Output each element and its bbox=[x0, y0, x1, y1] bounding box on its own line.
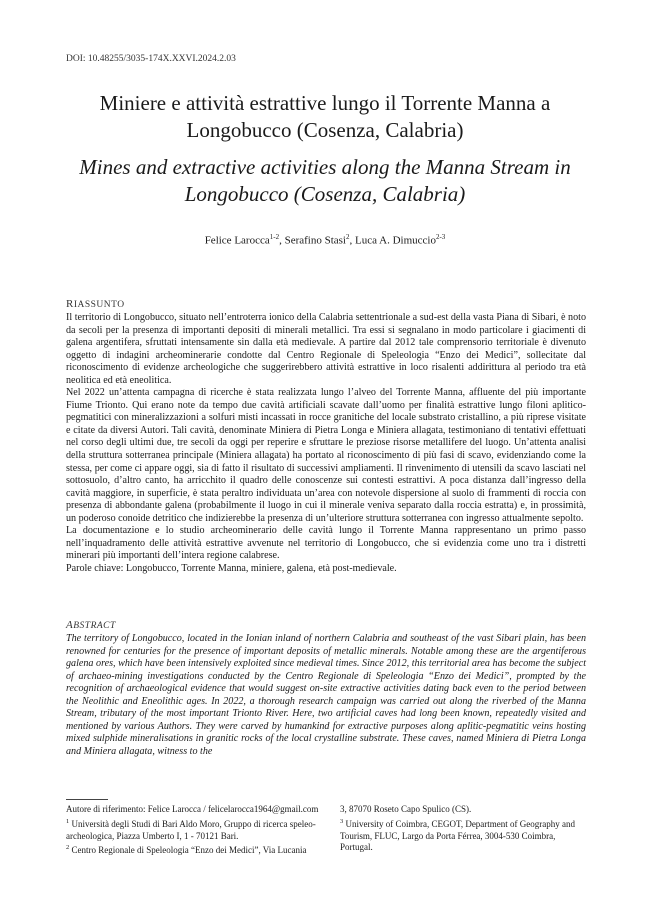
riassunto-heading bbox=[66, 298, 586, 310]
heading-rest: IASSUNTO bbox=[73, 300, 125, 310]
author-affiliation: 2 bbox=[346, 233, 350, 241]
footnote-text: University of Coimbra, CEGOT, Department of Geography and Tourism, FLUC, Largo da Porta Férrea, 3004-530 Coimbra, Portugal. bbox=[340, 818, 576, 853]
author-affiliation: 1-2 bbox=[269, 233, 280, 241]
doi-line: DOI: 10.48255/3035-174X.XXVI.2024.2.03 bbox=[66, 54, 236, 64]
footnote-3 bbox=[340, 816, 586, 854]
heading-rest: BSTRACT bbox=[73, 621, 116, 631]
footnote-rule bbox=[66, 799, 108, 800]
riassunto-paragraph: La documentazione e lo studio archeominerario delle cavità lungo il Torrente Manna rappresentano un primo passo nell’inquadramento delle attività estrattive avvenute nel territorio di Longobucco, che si evidenzia come uno tra i distretti minerari più importanti dell’intera regione calabrese. bbox=[66, 525, 586, 562]
abstract-heading bbox=[66, 619, 586, 631]
abstract-section bbox=[66, 619, 586, 758]
heading-initial: R bbox=[66, 298, 74, 310]
author-list bbox=[60, 233, 590, 247]
author-separator: , bbox=[279, 234, 285, 247]
contact-author: Autore di riferimento: Felice Larocca / felicelarocca1964@gmail.com bbox=[66, 804, 319, 814]
author-name: Luca A. Dimuccio bbox=[355, 234, 436, 247]
heading-initial: A bbox=[66, 619, 74, 631]
footnotes-right bbox=[340, 804, 586, 854]
footnotes-left bbox=[66, 804, 328, 857]
title-english: Mines and extractive activities along the Manna Stream in Longobucco (Cosenza, Calabria) bbox=[79, 155, 571, 206]
keywords-line: Parole chiave: Longobucco, Torrente Manna, miniere, galena, età post-medievale. bbox=[66, 562, 397, 574]
footnote-2 bbox=[66, 842, 328, 857]
author-separator: , bbox=[349, 234, 355, 247]
riassunto-section bbox=[66, 298, 586, 575]
footnote-text: Università degli Studi di Bari Aldo Moro, Gruppo di ricerca speleo-archeologica, Piazza Umberto I, 1 - 70121 Bari. bbox=[66, 818, 316, 841]
author-name: Serafino Stasi bbox=[284, 234, 346, 247]
author-affiliation: 2-3 bbox=[435, 233, 446, 241]
footnote-number: 3 bbox=[340, 817, 344, 825]
footnote-number: 1 bbox=[66, 817, 70, 825]
footnote-text: Centro Regionale di Speleologia “Enzo dei Medici”, Via Lucania bbox=[71, 845, 307, 856]
author-name: Felice Larocca bbox=[204, 234, 270, 247]
footnote-1 bbox=[66, 816, 328, 843]
riassunto-paragraph: Nel 2022 un’attenta campagna di ricerche è stata realizzata lungo l’alveo del Torrente Manna, affluente del più importante Fiume Trionto. Qui erano note da tempo due cavità artificiali scavate dall’uomo per finalità estrattive lungo filoni aplitico-pegmatitici con mineralizzazioni a solfuri misti incassati in rocce granitiche del locale substrato cristallino, a più riprese visitate e citate da diversi Autori. Tali cavità, denominate Miniera di Pietra Longa e Miniera allagata, testimoniano di tentativi effettuati nel corso degli ultimi due, tre secoli da oggi per reperire e sfruttare le preziose risorse metallifere del luogo. Un’attenta analisi della struttura sotterranea principale (Miniera allagata) ha portato al riconoscimento di più fasi di scavo, evidenziando come la stessa, per come ci appare oggi, sia di fatto il risultato di successivi ampliamenti. Il rinvenimento di utensili da scavo lasciati nel sottosuolo, d’altro canto, ha arricchito il quadro delle conoscenze sui contesti estrattivi. A poca distanza dall’ingresso della cavità maggiore, in superficie, è stata peraltro individuata un’area con notevole dispersione al suolo di frammenti di roccia con presenza di abbondante galena (probabilmente il luogo in cui il minerale veniva separato dalla roccia estratta) e, in prossimità, un poderoso conoide detritico che indizierebbe la presenza di un’ulteriore struttura sotterranea con ingresso attualmente sepolto. bbox=[66, 387, 586, 524]
footnote-2-continued: 3, 87070 Roseto Capo Spulico (CS). bbox=[340, 804, 472, 814]
footnote-number: 2 bbox=[66, 844, 70, 852]
riassunto-paragraph: Il territorio di Longobucco, situato nell’entroterra ionico della Calabria settentrionale a sud-est della vasta Piana di Sibari, è noto da secoli per la presenza di importanti depositi di minerali metallici. Tra essi si segnalano in modo particolare i giacimenti di galena argentifera, sfruttati intensamente sin dalla età medievale. A partire dal 2012 tale comprensorio territoriale è divenuto oggetto di indagini archeominerarie condotte dal Centro Regionale di Speleologia “Enzo dei Medici”, sollecitate dal riconoscimento di evidenze archeologiche che suggerirebbero attività estrattive in loco risalenti addirittura al periodo tra età neolitica ed età eneolitica. bbox=[66, 312, 586, 386]
title-italian: Miniere e attività estrattive lungo il Torrente Manna a Longobucco (Cosenza, Calabria) bbox=[99, 91, 551, 142]
abstract-paragraph: The territory of Longobucco, located in the Ionian inland of northern Calabria and southeast of the vast Sibari plain, has been renowned for centuries for the presence of important deposits of metallic minerals. Notable among these are the argentiferous galena ores, which have been intensively exploited since medieval times. Since 2012, this territorial area has become the subject of archaeo-mining investigations conducted by the Centro Regionale di Speleologia “Enzo dei Medici”, prompted by the recognition of archaeological evidence that would suggest on-site extractive activities dating back even to the period between the Neolithic and Eneolithic ages. In 2022, a thorough research campaign was carried out along the riverbed of the Manna Stream, tributary of the most important Trionto River. Here, two artificial caves had long been known, repeatedly visited and mentioned by various Authors. They were carved by humankind for extractive purposes along aplitic-pegmatitic veins hosting mixed sulphide mineralisations in granitic rocks of the local crystalline substrate. These caves, named Miniera di Pietra Longa and Miniera allagata, witness to the bbox=[66, 633, 586, 757]
